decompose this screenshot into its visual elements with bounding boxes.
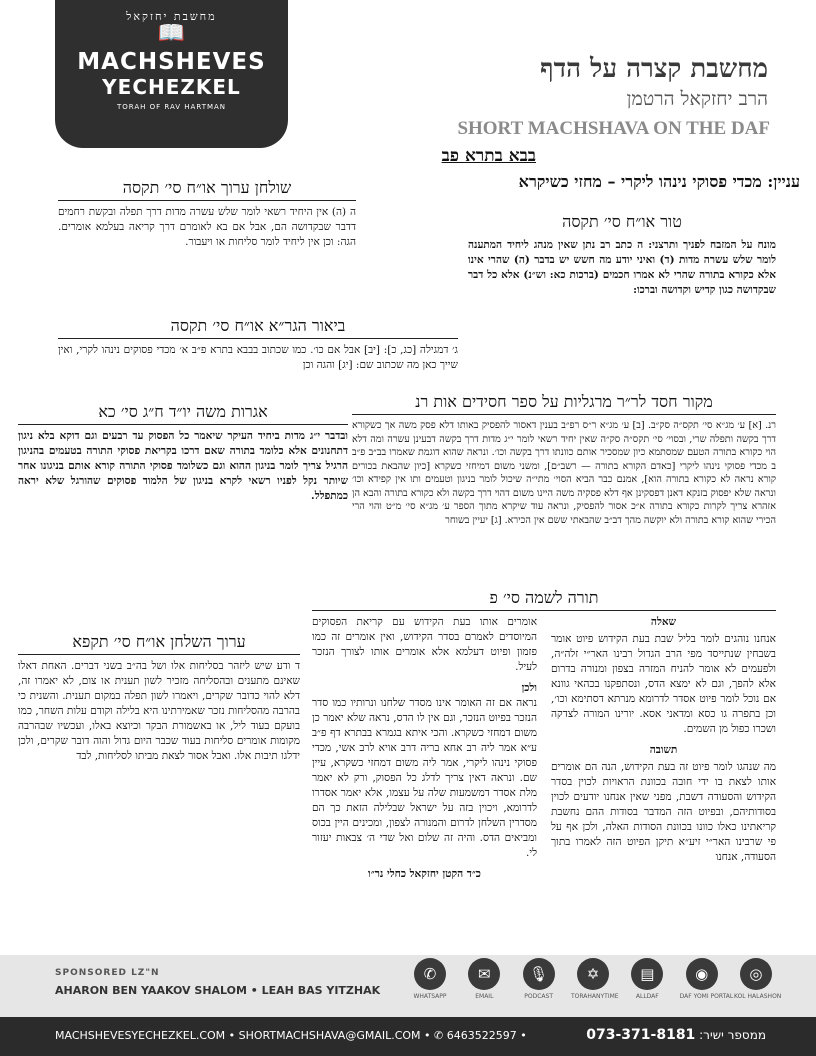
section-text: ד ודע שיש ליזהר בסליחות אלו ושל בה״ב בשני דברים. האחת דאלו שאינם מתענים ובהסליחה מזכיר לשון תענית או צום, לא יאמרו זה, דלא להוי כדובר שקרים, ויאמרו לשון תפלה במקום תענית. והשנית כי בהרבה מהסליחות נזכר שאמירתינו היא בלילה וקודם עלות השחר, כמו בועקם בעוד ליל, או באשמורת הבקר וכיוצא באלו, ועכשיו שבהרבה מקומות אומרים סליחות בעוד שכבר היום גדול והוה דובר שקרים, ולכן ידלגו תיבות אלו. ואבל אסור לצאת מביתו לסליחות, לבד — [18, 660, 300, 762]
icon-label: TORAHANYTIME — [570, 993, 619, 1000]
icon-label: ALLDAF — [635, 993, 659, 1000]
signature: כ״ד הקטן יחזקאל כחלי נר״ו — [368, 868, 481, 880]
sponsored-label: SPONSORED LZ"N — [55, 968, 160, 978]
alldaf-icon: ▤ — [631, 958, 663, 990]
velachen-label: ולכן — [521, 682, 537, 694]
aruch-hashulchan-section — [18, 632, 300, 764]
section-title: ביאור הגר״א או״ח סי׳ תקסה — [58, 316, 458, 339]
answer-continued: אומרים אותו בעת הקידוש עם קריאת הפסוקים המיוסדים לאמרם בסדר הקידוש, ואין אומרים זה כמו פזמון ופיוט דעלמא אלא אומרים אותו לצורך הנזכר לעיל. — [312, 616, 537, 673]
tur-section — [468, 212, 776, 298]
torahanytime-icon: ✡ — [577, 958, 609, 990]
section-text: רנ. [א] ע׳ מג״א סי׳ תקס״ה סק״ב. [ב] ע׳ מג״א ר״ס רפ״ב בענין דאסור להפסיק באותו דלא פסק משה אך כשקורא דרך בקשה ותפלה שרי, ובסוי׳ סי׳ תקס״ה סק״ה שאין יחיד רשאי לומר י״ג מדות דרך בקשה דבעינן עשרה ומה דלא הוי כקורא בתורה הטעם שמסתמא כיון שמסכיר אותם כוונתו דרך בקשה וכו׳. ונראה שהוא דוגמת שאמרו בב״ב פ״ב ב מכדי פסוקי נינהו ליקרי [כאדם הקורא בתורה — רשב״ם], ומשני משום דמיחזי כשקרא [כיון שהבאת בכורים קורא נראה לא כקורא בתורה הוא], אמנם כבר הביא הסוי׳ מתי״ה שיכול לומר בניגון וטעמים ותו אין קפידא וכו׳ ונראה שלא יפסוק בזנקא דאנן דפסקינן אף דלא פסקיה משה היינו משום דהוי דרך בקשה ולא כקורא בתורה והבא הן אזהרא צריך לקרות כקורא בתורה א״כ אסור להפסיק, ונראה עוד שיקרא מתוך הספר ע׳ מג״א סי׳ מ״ט והוי הרי הכירי שהוא קורא בתורה ולא יוקשה מהך דב״ב שהבאתי ששם אין הכירא. [ג] יעיין בשוחר — [352, 420, 776, 526]
author-name: הרב יחזקאל הרטמן — [626, 88, 768, 110]
shulchan-aruch-section — [58, 178, 356, 250]
section-title: שולחן ערוך או״ח סי׳ תקסה — [58, 178, 356, 201]
contact-links[interactable]: MACHSHEVESYECHEZKEL.COM • SHORTMACHSHAVA@GMAIL.COM • ✆ 6463522597 • — [55, 1029, 527, 1042]
mekor-chesed-section — [352, 392, 776, 527]
masechta-heading: בבא בתרא פב — [441, 146, 536, 166]
logo-name-line1: MACHSHEVES — [77, 49, 266, 75]
question-text: אנחנו נוהגים לומר בליל שבת בעת הקידוש פיוט אומר בשבחין שנתייסד מפי הרב הגדול רבינו האר״י זלה״ה, ולפעמים לא אומר להניח המזרה בצפון ומנורה בדרום אלא להפך, וגם לא ימצא הדס, ונסתפקנו בכהאי גוונא אם נוכל לומר פיוט אסדר לדרומא מנרתא דסתימא וכו׳, וכן בתפרה גו כסא ומדאני אסא. יורינו המורה לצדקה ושכרו כפול מן השמים. — [551, 633, 776, 735]
section-title: תורה לשמה סי׳ פ — [312, 588, 776, 611]
section-text: ג׳ דמגילה [כג, כ]: [יב] אבל אם כו׳. כמו שכתוב בבבא בתרא פ״ב א׳ מכדי פסוקים נינהו לקרי, ואין שייך כאן מה שכתוב שם: [יג] והגה וכן — [58, 344, 458, 371]
section-title: טור או״ח סי׳ תקסה — [562, 212, 682, 231]
contact-bar — [0, 1017, 816, 1056]
dafyomiportal-link[interactable] — [679, 958, 734, 1000]
icon-label: EMAIL — [475, 993, 494, 1000]
answer-text: מה שנהגו לומר פיוט זה בעת הקידוש, הנה הם אומרים אותו לצאת בו ידי חובה בכוונת הראויות לכוין בסדר הקידוש והסעודה דשבת, מפני שאין אנחנו יודעים לכוין בסודותיהם, ובפיוט הזה המדבר בסודות ההם נחשבת קריאתינו כאלו כוונו בכוונת הסודות האלה, ולכן אף על פי שרבינו האר״י זיע״א תיקן הפיוט הזה לאמרו בתוך הסעודה, אנחנו — [551, 761, 776, 863]
section-title: אגרות משה יו״ד ח״ג סי׳ כא — [18, 402, 348, 425]
question-label: שאלה — [650, 616, 677, 628]
logo-tagline: TORAH OF RAV HARTMAN — [116, 103, 227, 111]
alldaf-link[interactable] — [625, 958, 669, 1000]
section-title: ערוך השלחן או״ח סי׳ תקפא — [18, 632, 300, 655]
torahanytime-link[interactable] — [570, 958, 619, 1000]
logo-hebrew: מחשבת יחזקאל — [126, 10, 217, 23]
phone-label: ממספר ישיר: — [699, 1028, 766, 1042]
sponsor-names: AHARON BEN YAAKOV SHALOM • LEAH BAS YITZHAK — [55, 984, 381, 997]
book-icon: 📖 — [157, 21, 186, 46]
section-text: מונח על המזבח לפניך ותרצני: ה כתב רב נתן שאין מנהג ליחיד המתענה לומר שלש עשרה מדות (ד) ואיני יודע מה חשש יש בדבר (ה) שהרי אינו אלא כקורא בתורה שהרי לא אמרו חכמים (ברכות כא: וש״נ) אלא כל דבר שבקדושה כגון קדיש וקדושה וברכו: — [468, 239, 776, 296]
column-right — [551, 615, 776, 882]
biur-hagra-section — [58, 316, 458, 373]
icon-label: PODCAST — [524, 993, 554, 1000]
logo-name-line2: YECHEZKEL — [102, 75, 241, 99]
section-text: ה (ה) אין היחיד רשאי לומר שלש עשרה מדות דרך תפלה ובקשת רחמים דדבר שבקדושה הם, אבל אם בא לאומרם דרך קריאה בעלמא אומרים. הגה: וכן אין ליחיד לומר סליחות או ויעבור. — [58, 206, 356, 248]
whatsapp-icon: ✆ — [414, 958, 446, 990]
icon-label: DAF YOMI PORTAL — [679, 993, 734, 1000]
section-title: מקור חסד לר״ר מרגליות על ספר חסידים אות רנ — [352, 392, 776, 415]
platform-links — [408, 958, 782, 1000]
whatsapp-link[interactable] — [408, 958, 452, 1000]
english-title: SHORT MACHSHAVA ON THE DAF — [457, 118, 770, 139]
logo — [55, 0, 288, 148]
icon-label: WHATSAPP — [413, 993, 447, 1000]
email-icon: ✉ — [468, 958, 500, 990]
icon-label: KOL HALASHON — [733, 993, 782, 1000]
dafyomiportal-icon: ◉ — [686, 958, 718, 990]
kolhalashon-link[interactable] — [733, 958, 782, 1000]
kolhalashon-icon: ◎ — [740, 958, 772, 990]
podcast-icon: 🎙 — [523, 958, 555, 990]
topic-heading: עניין: מכדי פסוקי נינהו ליקרי – מחזי כשיקרא — [518, 172, 800, 191]
answer-label: תשובה — [649, 744, 678, 756]
section-text: ובדבר י״ג מדות ביחיד העיקר שיאמר כל הפסוק עד רבעים וגם דוקא בלא ניגון דתחנונים אלא כלומד בתורה שאם דרכו בקריאת פסוקי התורה בטעמים בהניגון הרגיל צריך לומר בניגון ההוא וגם כשלומד פסוקי התורה קורא אותם בניגונו אחר שיותר נקל לפניו רשאי לקרא בניגון של הלמוד פסוקים שהורגל שלא יראה כמתפלל. — [18, 430, 348, 502]
velachen-text: נראה אם זה האומר אינו מסדר שלחנו ונרותיו כמו סדר הנזכר בפיוט הנזכר, וגם אין לו הדס, נראה שלא יאמר כן משום דמחזי כשקרא. והכי איתא בגמרא בבתרא דף פ״ב ע״א אמר ליה רב אחא בריה דרב אויא לרב אשי, מכדי פסוקי נינהו ליקרי, אמר ליה משום דמחזי כשקרא, עיין שם. ונראה דאין צריך לדלג כל הפסוק, ורק לא יאמר מלת אסדר דמשמעות שלה על עצמו, אלא יאמר אסדרו לדרומא, ויכוין בזה על ישראל שבלילה הזאת כך הם מסדרין השלחן לדרום והמנורה לצפון, ומכינים היין בכוס ומביאים הדס. והיה זה שלום ואל שדי ה׳ צבאות יעזור לי. — [312, 697, 537, 859]
email-link[interactable] — [462, 958, 506, 1000]
page-title: מחשבת קצרה על הדף — [540, 54, 768, 84]
phone-number: 073-371-8181 — [586, 1027, 696, 1043]
torah-lishmah-section — [312, 588, 776, 882]
podcast-link[interactable] — [517, 958, 561, 1000]
phone-line[interactable] — [586, 1027, 766, 1043]
column-left — [312, 615, 537, 882]
igros-moshe-section — [18, 402, 348, 504]
